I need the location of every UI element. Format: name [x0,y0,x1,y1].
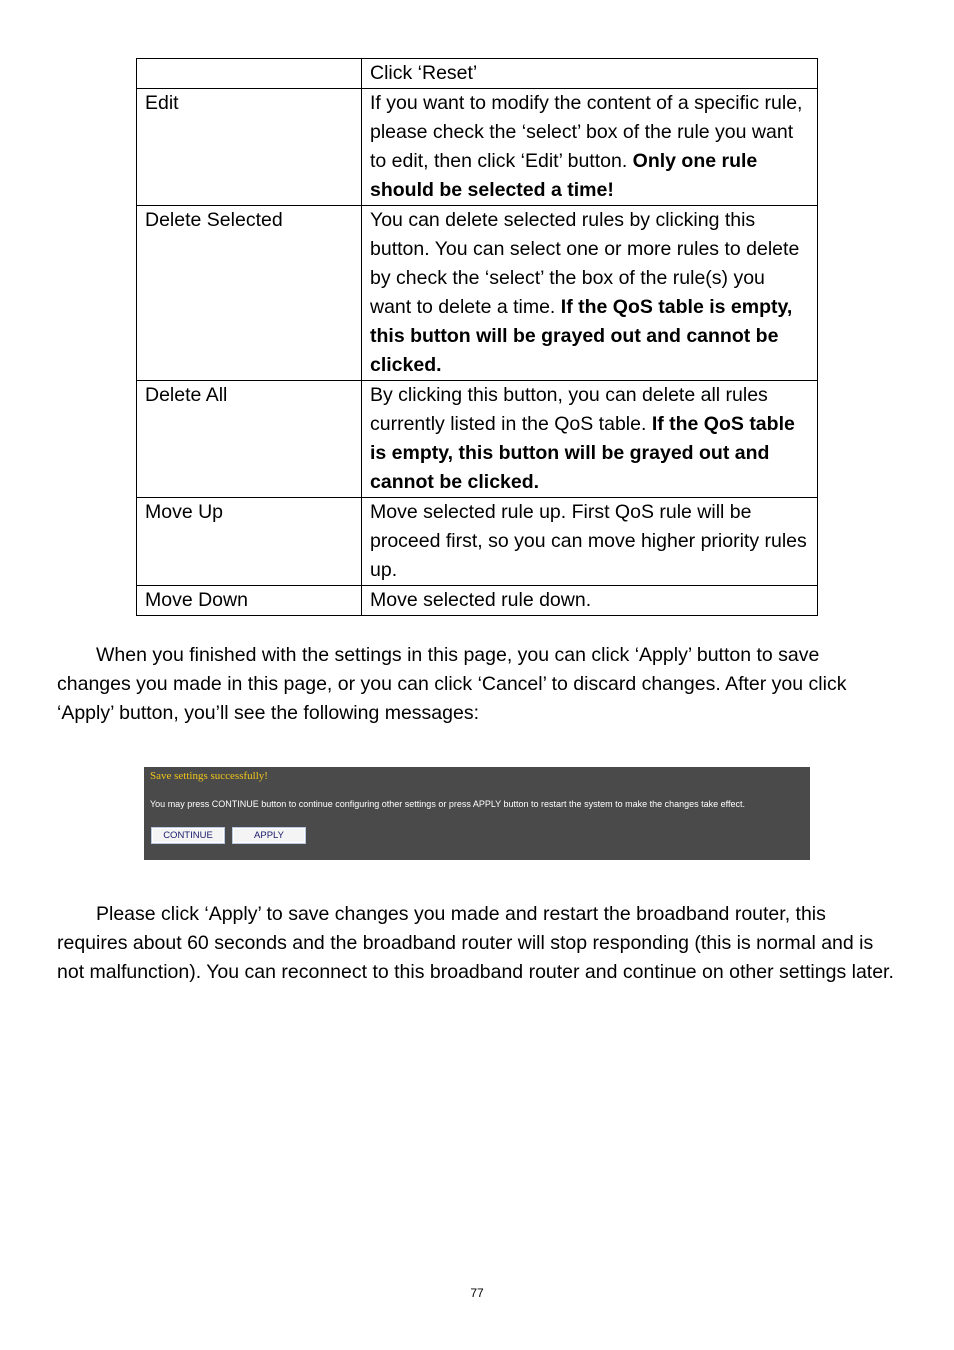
function-name-cell: Delete Selected [137,206,362,381]
function-name-cell: Edit [137,89,362,206]
table-row [137,206,818,381]
table-row [137,498,818,586]
function-name-cell [137,59,362,89]
table-row [137,59,818,89]
function-description-cell: Click ‘Reset’ [362,59,818,89]
page-number: 77 [470,1286,484,1300]
body-paragraph: When you finished with the settings in this page, you can click ‘Apply’ button to save changes you made in this page, or you can click ‘Cancel’ to discard changes. After you click ‘Apply’ button, you’ll see the following messages: [57,644,847,724]
bold-note: If the QoS table is empty, this button will be grayed out and cannot be clicked. [370,296,793,376]
body-paragraph: Please click ‘Apply’ to save changes you made and restart the broadband router, this requires about 60 seconds and the broadband router will stop responding (this is normal and is not malfunction). You can reconnect to this broadband router and continue on other settings later. [57,903,894,983]
bold-note: Only one rule should be selected a time! [370,150,758,201]
function-description-cell: You can delete selected rules by clicking this button. You can select one or more rules to delete by check the ‘select’ the box of the rule(s) you want to delete a time. If the QoS table is empty, this button will be grayed out and cannot be clicked. [362,206,818,381]
function-description-cell: Move selected rule down. [362,586,818,616]
function-description-cell: If you want to modify the content of a specific rule, please check the ‘select’ box of the rule you want to edit, then click ‘Edit’ button. Only one rule should be selected a time! [362,89,818,206]
table-row [137,586,818,616]
function-description-cell: Move selected rule up. First QoS rule will be proceed first, so you can move higher priority rules up. [362,498,818,586]
function-name-cell: Delete All [137,381,362,498]
save-settings-dialog-screenshot [144,767,810,860]
table-row [137,381,818,498]
bold-note: If the QoS table is empty, this button will be grayed out and cannot be clicked. [370,413,795,493]
apply-button[interactable]: APPLY [232,827,306,844]
function-table [136,58,818,616]
table-row [137,89,818,206]
function-description-cell: By clicking this button, you can delete all rules currently listed in the QoS table. If the QoS table is empty, this button will be grayed out and cannot be clicked. [362,381,818,498]
dialog-message: You may press CONTINUE button to continue configuring other settings or press APPLY button to restart the system to make the changes take effect. [150,799,745,809]
function-name-cell: Move Down [137,586,362,616]
continue-button[interactable]: CONTINUE [151,827,225,844]
dialog-title: Save settings successfully! [150,770,268,782]
function-name-cell: Move Up [137,498,362,586]
